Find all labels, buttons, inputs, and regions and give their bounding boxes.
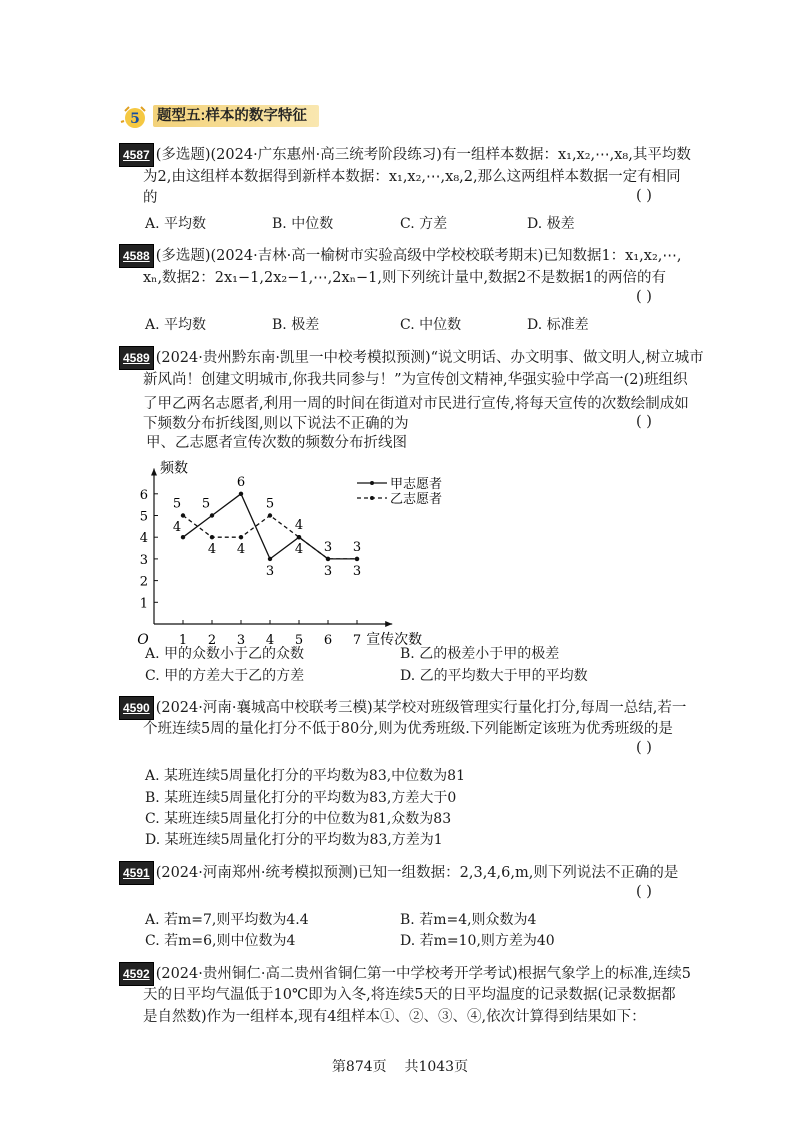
- question-4588-line1: [119, 244, 681, 268]
- question-number: 4589: [119, 346, 154, 370]
- data-label-yi: 5: [172, 496, 182, 512]
- section-title: 题型五:样本的数字特征: [153, 105, 319, 127]
- y-tick-label: 2: [139, 574, 148, 590]
- data-label-yi: 3: [352, 563, 362, 579]
- question-4589-line1: [119, 346, 704, 370]
- data-point-yi: [210, 535, 214, 539]
- option-b: B. 中位数: [272, 216, 334, 232]
- data-point-yi: [326, 557, 330, 561]
- option-d: D. 乙的平均数大于甲的平均数: [400, 668, 588, 684]
- option-a: A. 平均数: [145, 317, 207, 333]
- data-label-jia: 3: [265, 563, 275, 579]
- option-a: A. 若m=7,则平均数为4.4: [145, 912, 309, 928]
- chart-title: 甲、乙志愿者宣传次数的频数分布折线图: [146, 435, 407, 451]
- question-4587-line1: [119, 143, 691, 167]
- question-text: (2024·河南·襄城高中校联考三模)某学校对班级管理实行量化打分,每周一总结,若一: [155, 700, 687, 716]
- question-number: 4592: [119, 962, 154, 986]
- option-d: D. 某班连续5周量化打分的平均数为83,方差为1: [145, 832, 443, 848]
- data-label-jia: 5: [201, 496, 211, 512]
- data-label-jia: 4: [172, 520, 182, 536]
- option-c: C. 甲的方差大于乙的方差: [145, 668, 305, 684]
- legend-label-yi: 乙志愿者: [390, 492, 443, 507]
- x-tick-label: 7: [352, 633, 362, 648]
- option-d: D. 若m=10,则方差为40: [400, 933, 555, 949]
- question-4589-line4: 下频数分布折线图,则以下说法不正确的为: [143, 416, 409, 432]
- legend-marker-yi: [370, 496, 374, 500]
- option-b: B. 乙的极差小于甲的极差: [400, 646, 560, 662]
- question-text: (多选题)(2024·吉林·高一榆树市实验高级中学校校联考期末)已知数据1：x₁,x₂,⋯,: [155, 248, 682, 264]
- total-pages: 共1043页: [404, 1059, 469, 1075]
- question-4587-line2: 为2,由这组样本数据得到新样本数据：x₁,x₂,⋯,x₈,2,那么这两组样本数据一定有相同: [143, 169, 681, 185]
- question-4592-line2: 天的日平均气温低于10℃即为入冬,将连续5天的日平均温度的记录数据(记录数据都: [143, 987, 676, 1003]
- data-point-yi: [181, 513, 185, 517]
- x-tick-label: 6: [323, 633, 333, 648]
- option-b: B. 某班连续5周量化打分的平均数为83,方差大于0: [145, 790, 457, 806]
- data-point-jia: [181, 535, 185, 539]
- option-a: A. 平均数: [145, 216, 207, 232]
- question-text: (多选题)(2024·广东惠州·高三统考阶段练习)有一组样本数据：x₁,x₂,⋯,x₈,其平均数: [155, 147, 691, 163]
- question-number: 4587: [119, 143, 154, 167]
- option-d: D. 极差: [527, 216, 575, 232]
- question-4592-line3: 是自然数)作为一组样本,现有4组样本①、②、③、④,依次计算得到结果如下：: [143, 1009, 646, 1025]
- x-tick-label: 2: [207, 633, 217, 648]
- question-4588-line2: xₙ,数据2：2x₁−1,2x₂−1,⋯,2xₙ−1,则下列统计量中,数据2不是数据1的两倍的有: [143, 270, 667, 286]
- y-tick-label: 3: [139, 552, 148, 568]
- option-c: C. 方差: [400, 216, 448, 232]
- data-label-yi: 5: [265, 496, 275, 512]
- x-axis-label: 宣传次数: [366, 632, 423, 648]
- answer-paren: ( ): [636, 414, 652, 430]
- question-number: 4588: [119, 244, 154, 268]
- data-point-jia: [268, 557, 272, 561]
- x-tick-label: 5: [294, 633, 304, 648]
- data-label-jia: 3: [323, 539, 333, 555]
- legend-marker-jia: [370, 481, 374, 485]
- frequency-line-chart: [135, 452, 455, 648]
- y-tick-label: 4: [139, 531, 148, 547]
- data-label-jia: 4: [294, 518, 304, 534]
- answer-paren: ( ): [636, 884, 652, 900]
- x-tick-label: 1: [178, 633, 188, 648]
- page-number: 第874页: [331, 1059, 387, 1075]
- data-label-yi: 4: [207, 542, 217, 558]
- question-4590-line1: [119, 696, 686, 720]
- option-c: C. 若m=6,则中位数为4: [145, 933, 296, 949]
- question-text: (2024·河南郑州·统考模拟预测)已知一组数据：2,3,4,6,m,则下列说法不正确的是: [155, 865, 679, 881]
- question-number: 4590: [119, 696, 154, 720]
- question-number: 4591: [119, 861, 154, 885]
- question-4589-line3: 了甲乙两名志愿者,利用一周的时间在街道对市民进行宣传,将每天宣传的次数绘制成如: [143, 396, 689, 412]
- option-a: A. 某班连续5周量化打分的平均数为83,中位数为81: [145, 768, 465, 784]
- data-point-jia: [210, 513, 214, 517]
- data-label-yi: 4: [236, 542, 246, 558]
- question-4590-line2: 个班连续5周的量化打分不低于80分,则为优秀班级.下列能断定该班为优秀班级的是: [143, 721, 673, 737]
- y-tick-label: 1: [139, 596, 148, 612]
- legend-label-jia: 甲志愿者: [390, 477, 443, 492]
- question-4591-line1: [119, 861, 678, 885]
- x-tick-label: 4: [265, 633, 275, 648]
- option-d: D. 标准差: [527, 317, 589, 333]
- question-4592-line1: [119, 962, 691, 986]
- origin-label: O: [137, 632, 149, 648]
- page-footer: [0, 1056, 800, 1076]
- y-axis-label: 频数: [160, 460, 188, 477]
- x-axis-arrow: [385, 621, 392, 627]
- y-tick-label: 5: [139, 509, 148, 525]
- y-axis-arrow: [151, 468, 157, 475]
- answer-paren: ( ): [636, 740, 652, 756]
- option-a: A. 甲的众数小于乙的众数: [145, 646, 305, 662]
- option-c: C. 某班连续5周量化打分的中位数为81,众数为83: [145, 811, 452, 827]
- data-label-jia: 6: [236, 474, 246, 490]
- data-label-jia: 3: [352, 539, 362, 555]
- x-tick-label: 3: [236, 633, 246, 648]
- answer-paren: ( ): [636, 289, 652, 305]
- data-point-yi: [268, 513, 272, 517]
- question-text: (2024·贵州黔东南·凯里一中校考模拟预测)“说文明话、办文明事、做文明人,树立城市: [155, 350, 704, 366]
- y-tick-label: 6: [139, 487, 148, 503]
- option-b: B. 极差: [272, 317, 320, 333]
- section-number-badge: [121, 103, 149, 131]
- data-label-yi: 4: [294, 542, 304, 558]
- question-text: (2024·贵州铜仁·高二贵州省铜仁第一中学校考开学考试)根据气象学上的标准,连续5: [155, 966, 691, 982]
- question-4589-line2: 新风尚！创建文明城市,你我共同参与！”为宣传创文精神,华强实验中学高一(2)班组织: [143, 372, 688, 388]
- option-c: C. 中位数: [400, 317, 462, 333]
- option-b: B. 若m=4,则众数为4: [400, 912, 537, 928]
- data-point-yi: [297, 535, 301, 539]
- section-number: 5: [130, 111, 140, 127]
- data-point-yi: [355, 557, 359, 561]
- data-label-yi: 3: [323, 563, 333, 579]
- data-point-jia: [239, 492, 243, 496]
- data-point-yi: [239, 535, 243, 539]
- answer-paren: ( ): [636, 188, 652, 204]
- question-4587-line3: 的: [143, 190, 158, 206]
